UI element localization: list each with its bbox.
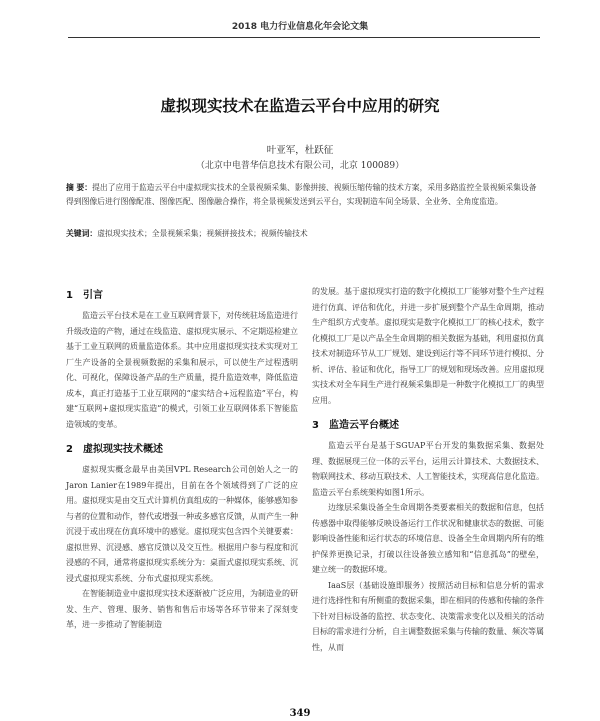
keywords: [66, 227, 538, 241]
left-column: [66, 284, 298, 633]
section-3-paragraph-1: 监造云平台是基于SGUAP平台开发的集数据采集、数据处理、数据展现三位一体的云平台，运用云计算技术、大数据技术、物联网技术、移动互联技术、人工智能技术，实现高信息化监造。监造云平台系统架构如图1所示。: [312, 441, 544, 497]
section-1-title: 引言: [82, 290, 103, 301]
section-2-continuation: 的发展。基于虚拟现实打造的数字化模拟工厂能够对整个生产过程进行仿真、评估和优化，并进一步扩展到整个产品生命周期，推动生产组织方式变革。虚拟现实是数字化模拟工厂的核心技术，数字化模拟工厂是以产品全生命周期的相关数据为基础，利用虚拟仿真技术对制造环节从工厂规划、建设到运行等不同环节进行模拟、分析、评估、验证和优化，指导工厂的规划和现场改善。应用虚拟现实技术对全车间生产进行视频采集即是一种数字化模拟工厂的典型应用。: [312, 287, 544, 405]
running-header: 2018 电力行业信息化年会论文集: [231, 22, 369, 32]
abstract-text: 提出了应用于监造云平台中虚拟现实技术的全景视频采集、影像拼接、视频压缩传输的技术方案，采用多路监控全景视频采集设备得到图像后进行图像配准、图像匹配、图像融合操作，将全景视频发送到云平台，实现制造车间全场景、全业务、全角度监造。: [66, 183, 537, 206]
section-3-heading: [312, 418, 544, 434]
section-3-number: 3: [312, 420, 319, 431]
section-3-title: 监造云平台概述: [328, 420, 399, 431]
abstract: [66, 181, 538, 209]
section-2-title: 虚拟现实技术概述: [82, 444, 163, 455]
abstract-label: 摘 要：: [66, 183, 93, 192]
affiliation: （北京中电普华信息技术有限公司，北京 100089）: [195, 161, 405, 171]
section-3-paragraph-2: 边缘层采集设备全生命周期各类要素相关的数据和信息，包括传感器中取得能够反映设备运行工作状况和健康状态的数据、可能影响设备性能和运行状态的环境信息、设备全生命周期内所有的维护保养更换记录，打破以往设备独立感知和“信息孤岛”的壁垒，建立统一的数据环境。: [312, 503, 544, 574]
section-3-paragraph-3: IaaS层（基础设施即服务）按照活动目标和信息分析的需求进行选择性和有所侧重的数据采集，即在相同的传感和传输的条件下针对目标设备的监控、状态变化、决策需求变化以及相关的活动目标的需求进行分析，自主调整数据采集与传输的数量、频次等属性，从而: [312, 580, 544, 652]
section-2-number: 2: [66, 444, 73, 455]
paper-title: 虚拟现实技术在监造云平台中应用的研究: [160, 97, 440, 115]
section-2-heading: [66, 442, 298, 458]
right-column: [312, 284, 544, 655]
section-2-paragraph-1: 虚拟现实概念最早由美国VPL Research公司创始人之一的Jaron Lanier在1989年提出，目前在各个领域得到了广泛的应用。虚拟现实是由交互式计算机仿真组成的一种媒体，能够感知参与者的位置和动作，替代或增强一种或多感官反馈，从而产生一种沉浸于或出现在仿真环境中的感觉。虚拟现实包含四个关键要素：虚拟世界、沉浸感、感官反馈以及交互性。根据用户参与程度和沉浸感的不同，通常将虚拟现实系统分为：桌面式虚拟现实系统、沉浸式虚拟现实系统、分布式虚拟现实系统。: [66, 465, 298, 583]
keywords-text: 虚拟现实技术；全景视频采集；视频拼接技术；视频传输技术: [97, 229, 308, 238]
section-1-paragraph: 监造云平台技术是在工业互联网背景下，对传统驻场监造进行升级改造的产物，通过在线监造、虚拟现实展示、不定期巡检建立基于工业互联网的质量监造体系。其中应用虚拟现实技术实现对工厂生产设备的全景视频数据的采集和展示，可以使生产过程透明化、可视化，保障设备产品的生产质量，提升监造效率，降低监造成本，真正打造基于工业互联网的“虚实结合+远程监造”平台，构建“互联网+虚拟现实监造”的模式，引领工业互联网体系下智能监造领域的变革。: [66, 311, 298, 429]
header-rule: [68, 37, 540, 38]
keywords-label: 关键词：: [66, 229, 98, 238]
section-1-heading: [66, 288, 298, 304]
authors: 叶亚军，杜跃征: [266, 145, 334, 156]
section-1-number: 1: [66, 290, 73, 301]
section-2-paragraph-2: 在智能制造业中虚拟现实技术逐渐被广泛应用，为制造业的研发、生产、管理、服务、销售和售后市场等各环节带来了深刻变革，进一步推动了智能制造: [66, 589, 298, 629]
page-number: 349: [289, 708, 311, 719]
